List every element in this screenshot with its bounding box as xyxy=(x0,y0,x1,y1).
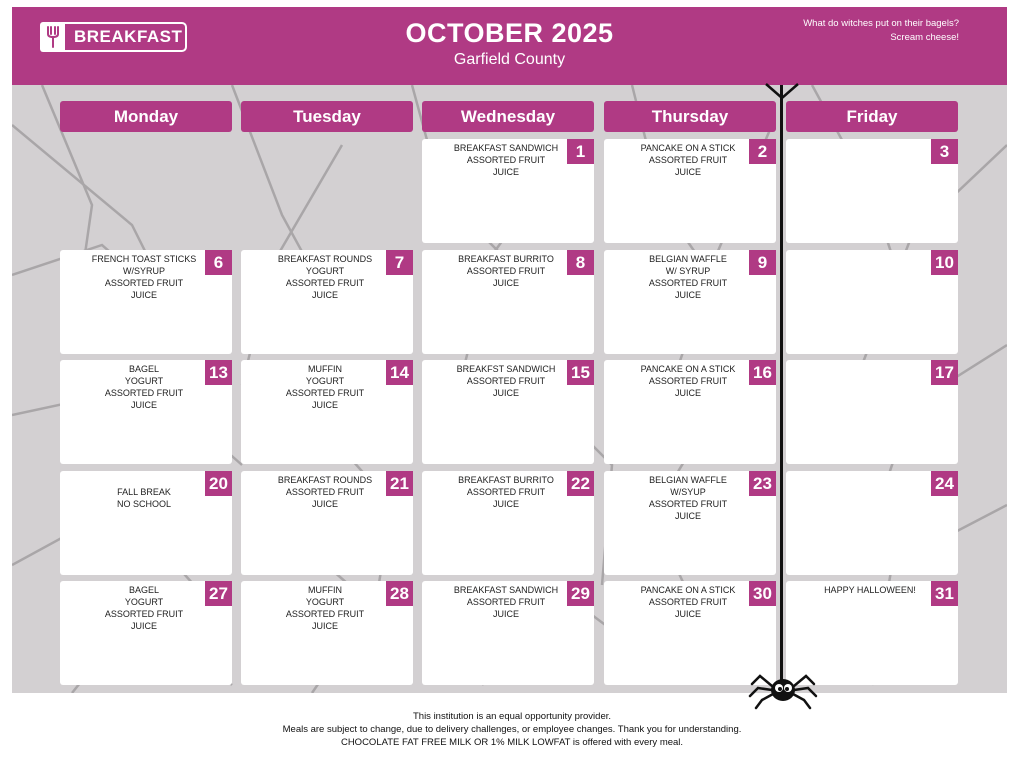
day-number: 16 xyxy=(749,360,776,385)
day-cell xyxy=(604,250,776,354)
day-number: 10 xyxy=(931,250,958,275)
weekday-header-tuesday: Tuesday xyxy=(241,101,413,132)
menu-items: BREAKFAST ROUNDS YOGURT ASSORTED FRUIT JUICE xyxy=(277,254,373,300)
day-cell xyxy=(60,471,232,575)
day-number: 15 xyxy=(567,360,594,385)
day-cell xyxy=(604,139,776,243)
day-cell xyxy=(60,250,232,354)
footer-milk-notice: CHOCOLATE FAT FREE MILK OR 1% MILK LOWFAT is offered with every meal. xyxy=(340,737,684,748)
menu-items: FRENCH TOAST STICKS W/SYRUP ASSORTED FRUIT JUICE xyxy=(91,254,197,300)
day-number: 13 xyxy=(205,360,232,385)
logo-label: BREAKFAST xyxy=(74,27,183,46)
day-number: 29 xyxy=(567,581,594,606)
day-number: 2 xyxy=(749,139,776,164)
day-number: 14 xyxy=(386,360,413,385)
header-banner xyxy=(12,7,1007,85)
spider-icon xyxy=(748,666,818,710)
joke-answer: Scream cheese! xyxy=(890,32,959,43)
menu-items: PANCAKE ON A STICK ASSORTED FRUIT JUICE xyxy=(640,585,736,619)
weekday-header-wednesday: Wednesday xyxy=(422,101,594,132)
day-number: 8 xyxy=(567,250,594,275)
day-number: 30 xyxy=(749,581,776,606)
day-cell xyxy=(422,360,594,464)
day-cell xyxy=(422,250,594,354)
page-subtitle: Garfield County xyxy=(453,51,566,68)
day-number: 7 xyxy=(386,250,413,275)
day-cell xyxy=(422,581,594,685)
day-number: 17 xyxy=(931,360,958,385)
day-number: 24 xyxy=(931,471,958,496)
menu-items: BELGIAN WAFFLE W/ SYRUP ASSORTED FRUIT JUICE xyxy=(648,254,728,300)
day-number: 1 xyxy=(567,139,594,164)
joke-text xyxy=(803,17,959,45)
day-number: 31 xyxy=(931,581,958,606)
footer-change-notice: Meals are subject to change, due to delivery challenges, or employee changes. Thank you for understanding. xyxy=(282,724,742,735)
day-cell xyxy=(422,471,594,575)
page-title: OCTOBER 2025 xyxy=(405,18,614,48)
menu-items: BREAKFAST BURRITO ASSORTED FRUIT JUICE xyxy=(458,254,554,288)
joke-question: What do witches put on their bagels? xyxy=(803,18,959,29)
menu-items: PANCAKE ON A STICK ASSORTED FRUIT JUICE xyxy=(640,364,736,398)
day-number: 6 xyxy=(205,250,232,275)
menu-items: BREAKFST SANDWICH ASSORTED FRUIT JUICE xyxy=(456,364,556,398)
day-cell xyxy=(60,581,232,685)
day-number: 21 xyxy=(386,471,413,496)
day-cell xyxy=(786,360,958,464)
menu-items: BREAKFAST BURRITO ASSORTED FRUIT JUICE xyxy=(458,475,554,509)
day-cell xyxy=(786,250,958,354)
day-cell xyxy=(604,360,776,464)
day-number: 27 xyxy=(205,581,232,606)
thread-anchor-icon xyxy=(764,83,800,99)
weekday-header-friday: Friday xyxy=(786,101,958,132)
day-cell xyxy=(60,360,232,464)
day-cell xyxy=(786,139,958,243)
day-number: 3 xyxy=(931,139,958,164)
menu-items: FALL BREAK NO SCHOOL xyxy=(116,487,171,509)
menu-items: MUFFIN YOGURT ASSORTED FRUIT JUICE xyxy=(285,585,365,631)
menu-items: PANCAKE ON A STICK ASSORTED FRUIT JUICE xyxy=(640,143,736,177)
menu-items: HAPPY HALLOWEEN! xyxy=(824,585,916,595)
day-cell xyxy=(604,471,776,575)
day-cell xyxy=(241,360,413,464)
footer-notes xyxy=(0,710,1024,749)
day-cell xyxy=(241,250,413,354)
menu-items: BREAKFAST SANDWICH ASSORTED FRUIT JUICE xyxy=(453,143,559,177)
menu-items: BAGEL YOGURT ASSORTED FRUIT JUICE xyxy=(104,364,184,410)
weekday-header-thursday: Thursday xyxy=(604,101,776,132)
menu-items: BAGEL YOGURT ASSORTED FRUIT JUICE xyxy=(104,585,184,631)
menu-items: BELGIAN WAFFLE W/SYUP ASSORTED FRUIT JUICE xyxy=(648,475,728,521)
day-number: 20 xyxy=(205,471,232,496)
menu-items: MUFFIN YOGURT ASSORTED FRUIT JUICE xyxy=(285,364,365,410)
day-number: 22 xyxy=(567,471,594,496)
day-cell xyxy=(241,581,413,685)
menu-items: BREAKFAST SANDWICH ASSORTED FRUIT JUICE xyxy=(453,585,559,619)
day-cell xyxy=(786,471,958,575)
day-number: 9 xyxy=(749,250,776,275)
menu-items: BREAKFAST ROUNDS ASSORTED FRUIT JUICE xyxy=(277,475,373,509)
day-cell xyxy=(422,139,594,243)
day-cell xyxy=(241,471,413,575)
spider-thread xyxy=(780,85,783,685)
day-number: 28 xyxy=(386,581,413,606)
day-number: 23 xyxy=(749,471,776,496)
footer-equal-opportunity: This institution is an equal opportunity provider. xyxy=(412,711,612,722)
weekday-header-monday: Monday xyxy=(60,101,232,132)
